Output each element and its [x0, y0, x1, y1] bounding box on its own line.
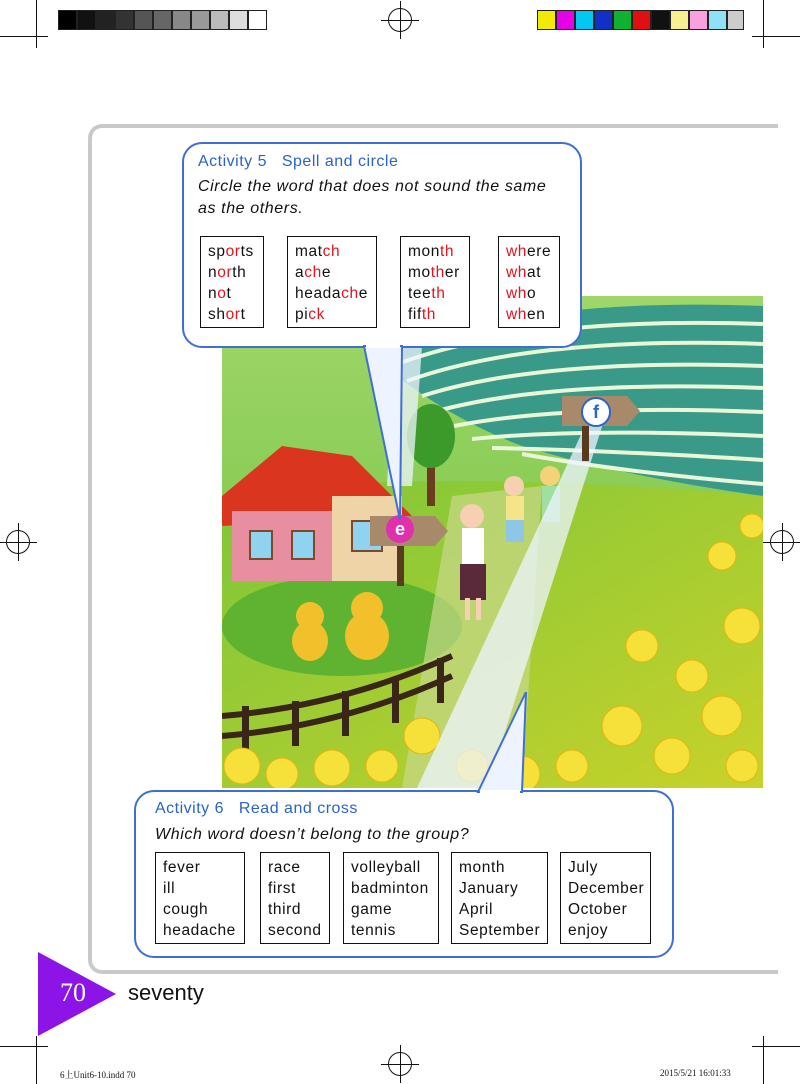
spell-word[interactable] [295, 304, 376, 325]
activity5-callout-pointer [360, 344, 410, 524]
highlighted-letters: wh [506, 306, 528, 323]
spell-word[interactable] [408, 283, 469, 304]
highlighted-letters: or [225, 306, 241, 323]
word-part: ere [527, 243, 552, 260]
word-part: heada [295, 285, 342, 302]
spell-word[interactable] [208, 262, 263, 283]
group-word[interactable]: badminton [351, 880, 429, 897]
spell-word[interactable] [408, 241, 469, 262]
group-word[interactable]: July [568, 859, 598, 876]
word-part: a [295, 264, 305, 281]
group-word[interactable]: October [568, 901, 628, 918]
word-part: e [358, 285, 368, 302]
activity6-group-1 [155, 852, 245, 944]
word-part: ts [240, 243, 254, 260]
word-part: pi [295, 306, 309, 323]
spell-word[interactable] [506, 262, 559, 283]
word-part: n [208, 264, 218, 281]
group-word[interactable]: April [459, 901, 494, 918]
word-part: mon [408, 243, 440, 260]
group-word[interactable]: race [268, 859, 301, 876]
word-part: at [527, 264, 542, 281]
group-word[interactable]: month [459, 859, 506, 876]
registration-mark-left [6, 530, 30, 554]
word-part: tee [408, 285, 432, 302]
activity6-group-4 [451, 852, 548, 944]
group-word[interactable]: enjoy [568, 922, 609, 939]
group-word[interactable]: cough [163, 901, 209, 918]
group-word[interactable]: headache [163, 922, 236, 939]
highlighted-letters: o [217, 285, 227, 302]
group-word[interactable]: September [459, 922, 541, 939]
print-footer-timestamp: 2015/5/21 16:01:33 [660, 1068, 731, 1078]
spell-word[interactable] [208, 241, 263, 262]
activity5-title: Activity 5 Spell and circle [198, 153, 399, 170]
activity6-group-5 [560, 852, 651, 944]
highlighted-letters: th [430, 264, 445, 281]
highlighted-letters: ch [322, 243, 341, 260]
highlighted-letters: wh [506, 243, 528, 260]
print-footer-file: 6上Unit6-10.indd 70 [60, 1070, 136, 1080]
spell-word[interactable] [295, 241, 376, 262]
highlighted-letters: ch [304, 264, 322, 281]
sign-f-label: f [593, 402, 599, 422]
spell-word[interactable] [295, 283, 376, 304]
page-number-word: seventy [128, 980, 204, 1005]
spell-word[interactable] [506, 283, 559, 304]
spell-word[interactable] [506, 304, 559, 325]
group-word[interactable]: tennis [351, 922, 396, 939]
activity6-callout-pointer [470, 692, 530, 794]
word-part: o [527, 285, 537, 302]
activity5-group-2 [287, 236, 377, 328]
activity5-group-1 [200, 236, 264, 328]
activity6-title: Activity 6 Read and cross [155, 800, 358, 817]
spell-word[interactable] [208, 283, 263, 304]
highlighted-letters: ck [308, 306, 325, 323]
group-word[interactable]: December [568, 880, 645, 897]
word-part: mat [295, 243, 323, 260]
activity6-group-2 [260, 852, 330, 944]
group-word[interactable]: game [351, 901, 393, 918]
group-word[interactable]: volleyball [351, 859, 421, 876]
highlighted-letters: th [431, 285, 446, 302]
spell-word[interactable] [506, 241, 559, 262]
word-part: th [232, 264, 247, 281]
spell-word[interactable] [208, 304, 263, 325]
highlighted-letters: th [421, 306, 436, 323]
word-part: sh [208, 306, 226, 323]
word-part: n [208, 285, 218, 302]
spell-word[interactable] [408, 304, 469, 325]
sign-e-label: e [394, 519, 406, 539]
group-word[interactable]: ill [163, 880, 176, 897]
word-part: en [527, 306, 546, 323]
spell-word[interactable] [295, 262, 376, 283]
group-word[interactable]: fever [163, 859, 201, 876]
group-word[interactable]: second [268, 922, 322, 939]
highlighted-letters: th [439, 243, 455, 260]
word-part: mo [408, 264, 431, 281]
word-part: t [240, 306, 246, 323]
activity5-group-4 [498, 236, 560, 328]
word-part: sp [208, 243, 226, 260]
highlighted-letters: or [225, 243, 241, 260]
activity5-group-3 [400, 236, 470, 328]
registration-mark-bottom [388, 1052, 412, 1076]
highlighted-letters: or [217, 264, 233, 281]
word-part: t [226, 285, 232, 302]
page-number: 70 [60, 978, 86, 1007]
activity6-group-3 [343, 852, 439, 944]
activity6-instruction: Which word doesn’t belong to the group? [155, 826, 470, 843]
group-word[interactable]: third [268, 901, 302, 918]
highlighted-letters: wh [506, 285, 528, 302]
word-part: er [444, 264, 460, 281]
highlighted-letters: wh [506, 264, 528, 281]
registration-mark-top [388, 8, 412, 32]
word-part: e [321, 264, 332, 281]
group-word[interactable]: January [459, 880, 519, 897]
spell-word[interactable] [408, 262, 469, 283]
group-word[interactable]: first [268, 880, 296, 897]
word-part: fif [408, 306, 422, 323]
activity5-instruction: Circle the word that does not sound the same as the others. [198, 178, 547, 217]
highlighted-letters: ch [341, 285, 359, 302]
